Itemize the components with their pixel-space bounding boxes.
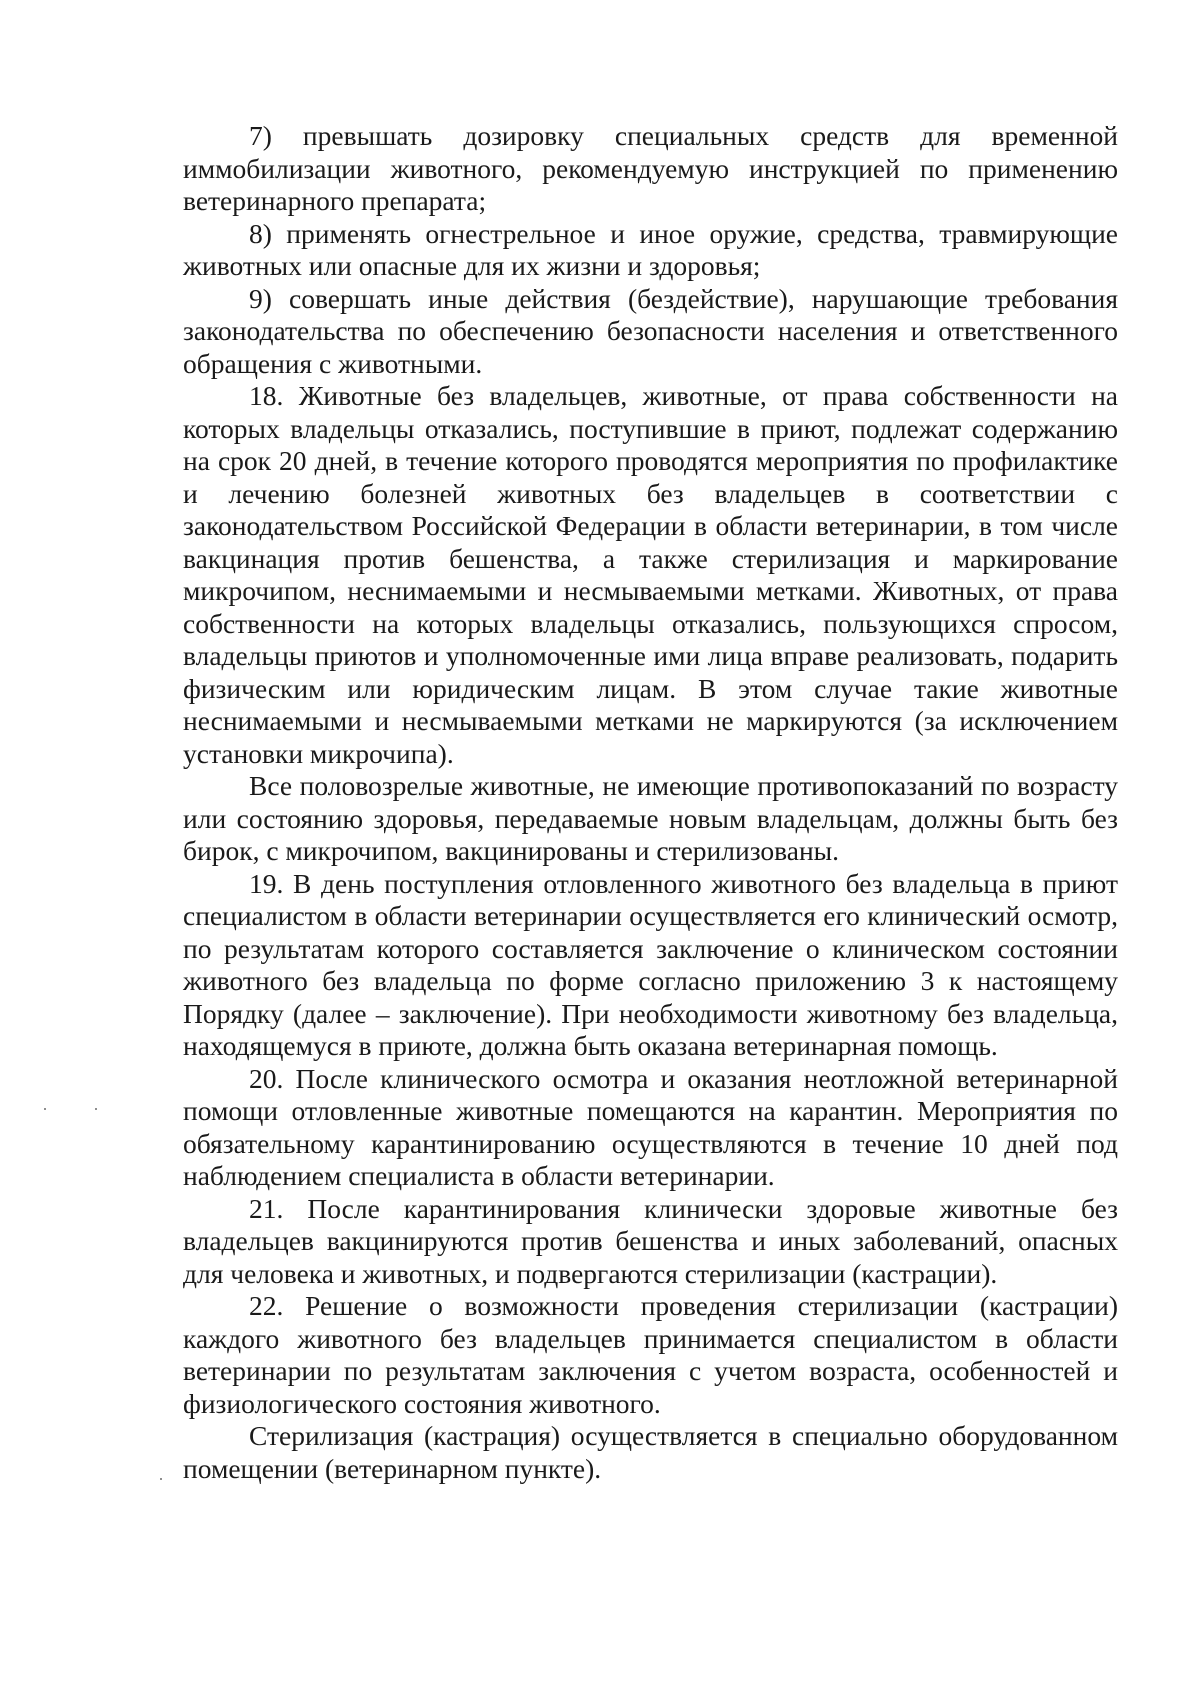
list-item-7: 7) превышать дозировку специальных средств для временной иммобилизации животного, рекомендуемую инструкцией по применению ветеринарного препарата; <box>183 120 1118 216</box>
clause-19: 19. В день поступления отловленного животного без владельца в приют специалистом в области ветеринарии осуществляется его клинический осмотр, по результатам которого составляется заключение о клиническом состоянии животного без владельца по форме согласно приложению 3 к настоящему Порядку (далее – заключение). При необходимости животному без владельца, находящемуся в приюте, должна быть оказана ветеринарная помощь. <box>183 867 1118 1061</box>
document-page <box>183 120 1118 1485</box>
scan-speck <box>44 1108 46 1110</box>
scan-speck <box>160 1478 162 1480</box>
clause-18: 18. Животные без владельцев, животные, от права собственности на которых владельцы отказались, поступившие в приют, подлежат содержанию на срок 20 дней, в течение которого проводятся мероприятия по профилактике и лечению болезней животных без владельцев в соответствии с законодательством Российской Федерации в области ветеринарии, в том числе вакцинация против бешенства, а также стерилизация и маркирование микрочипом, неснимаемыми и несмываемыми метками. Животных, от права собственности на которых владельцы отказались, пользующихся спросом, владельцы приютов и уполномоченные ими лица вправе реализовать, подарить физическим или юридическим лицам. В этом случае такие животные неснимаемыми и несмываемыми метками не маркируются (за исключением установки микрочипа). <box>183 380 1118 769</box>
clause-22-continuation: Стерилизация (кастрация) осуществляется в специально оборудованном помещении (ветеринарном пункте). <box>183 1420 1118 1484</box>
list-item-8: 8) применять огнестрельное и иное оружие, средства, травмирующие животных или опасные для их жизни и здоровья; <box>183 217 1118 281</box>
clause-20: 20. После клинического осмотра и оказания неотложной ветеринарной помощи отловленные животные помещаются на карантин. Мероприятия по обязательному карантинированию осуществляются в течение 10 дней под наблюдением специалиста в области ветеринарии. <box>183 1062 1118 1191</box>
clause-22: 22. Решение о возможности проведения стерилизации (кастрации) каждого животного без владельцев принимается специалистом в области ветеринарии по результатам заключения с учетом возраста, особенностей и физиологического состояния животного. <box>183 1290 1118 1419</box>
scan-speck <box>95 1108 97 1110</box>
clause-18-continuation: Все половозрелые животные, не имеющие противопоказаний по возрасту или состоянию здоровья, передаваемые новым владельцам, должны быть без бирок, с микрочипом, вакцинированы и стерилизованы. <box>183 770 1118 866</box>
list-item-9: 9) совершать иные действия (бездействие), нарушающие требования законодательства по обеспечению безопасности населения и ответственного обращения с животными. <box>183 282 1118 379</box>
clause-21: 21. После карантинирования клинически здоровые животные без владельцев вакцинируются против бешенства и иных заболеваний, опасных для человека и животных, и подвергаются стерилизации (кастрации). <box>183 1192 1118 1289</box>
